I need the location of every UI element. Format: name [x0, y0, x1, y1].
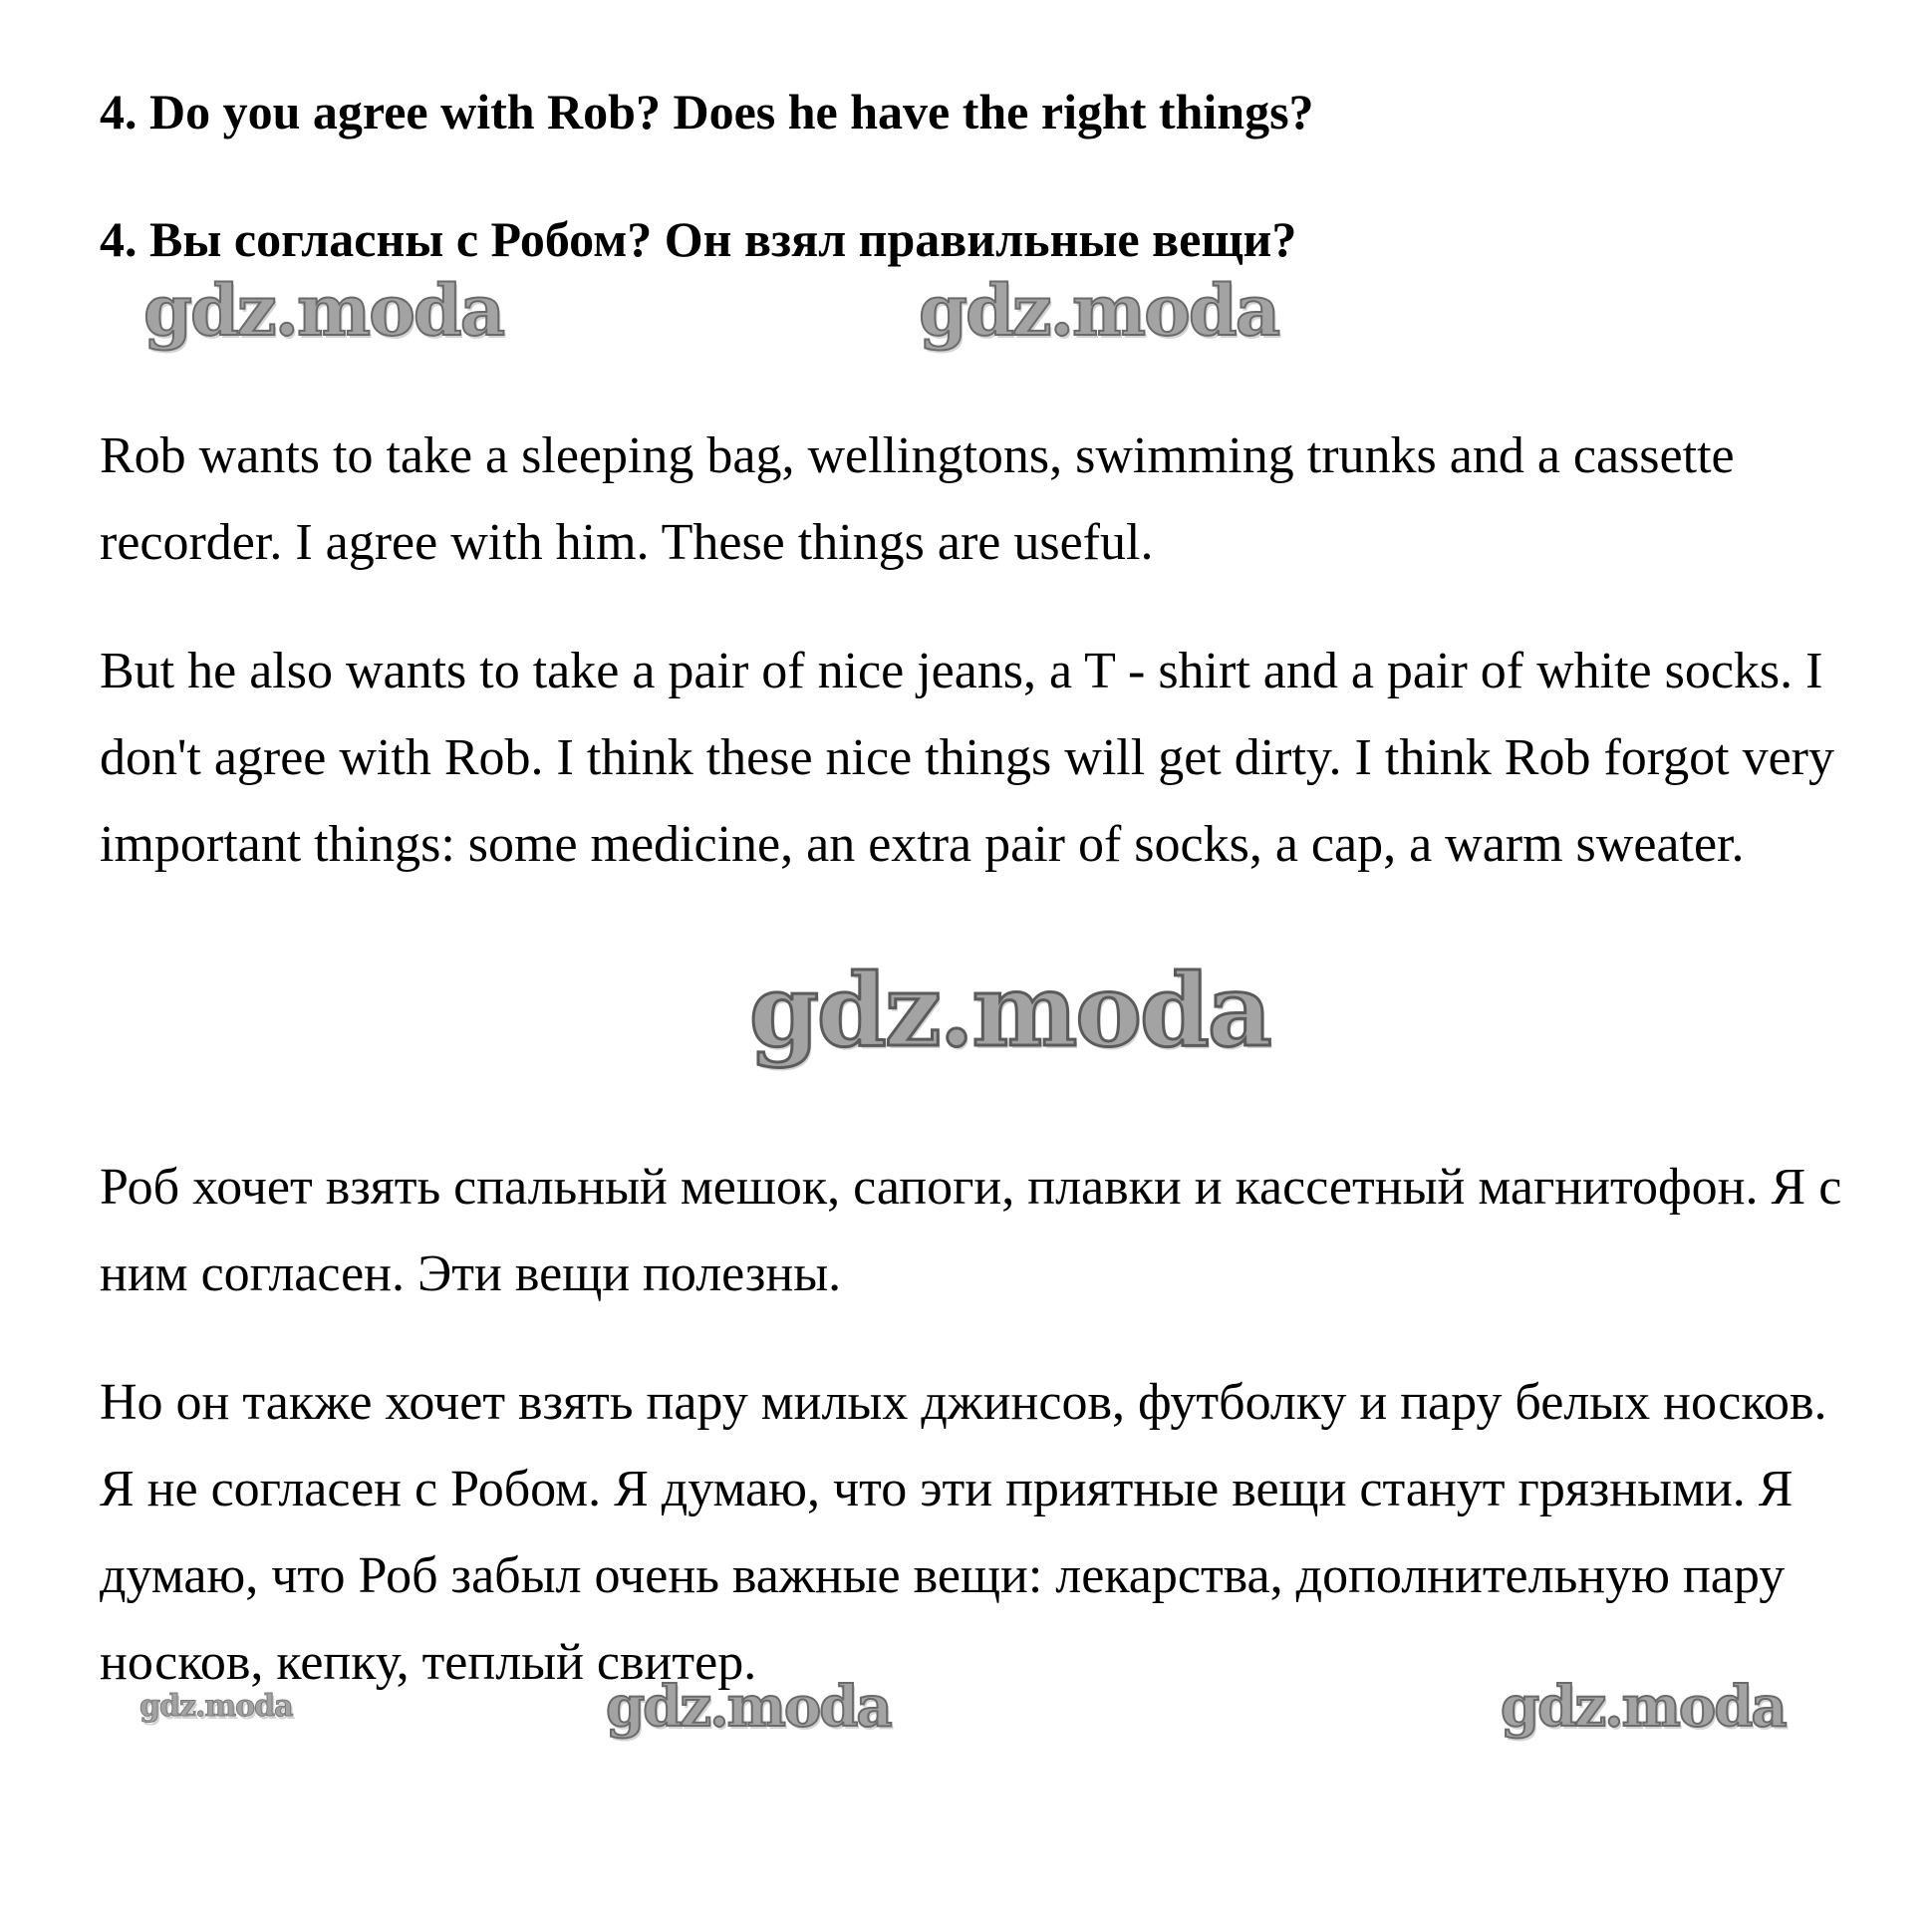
answer-paragraph-ru-2: Но он также хочет взять пару милых джинсов, футболку и пару белых носков. Я не согласен с Робом. Я думаю, что эти приятные вещи станут грязными. Я думаю, что Роб забыл очень важные вещи: лекарства, дополнительную пару носков, кепку, теплый свитер. [100, 1374, 1827, 1691]
question-heading-ru: 4. Вы согласны с Робом? Он взял правильные вещи? [100, 211, 1297, 267]
question-heading-en: 4. Do you agree with Rob? Does he have the right things? [100, 84, 1314, 139]
watermark: gdz.moda [139, 1689, 293, 1724]
answer-paragraph-en-1: Rob wants to take a sleeping bag, wellingtons, swimming trunks and a cassette recorder. I agree with him. These things are useful. [100, 427, 1735, 571]
watermark: gdz.moda [749, 952, 1270, 1069]
answer-paragraph-ru-1: Роб хочет взять спальный мешок, сапоги, плавки и кассетный магнитофон. Я с ним согласен. Эти вещи полезны. [100, 1159, 1842, 1302]
watermark: gdz.moda [919, 269, 1279, 352]
answer-paragraph-en-2: But he also wants to take a pair of nice jeans, a T - shirt and a pair of white socks. I don't agree with Rob. I think these nice things will get dirty. I think Rob forgot very important things: some medicine, an extra pair of socks, a cap, a warm sweater. [100, 643, 1834, 873]
watermark: gdz.moda [143, 269, 504, 352]
watermark: gdz.moda [606, 1674, 891, 1740]
watermark: gdz.moda [1501, 1674, 1786, 1740]
